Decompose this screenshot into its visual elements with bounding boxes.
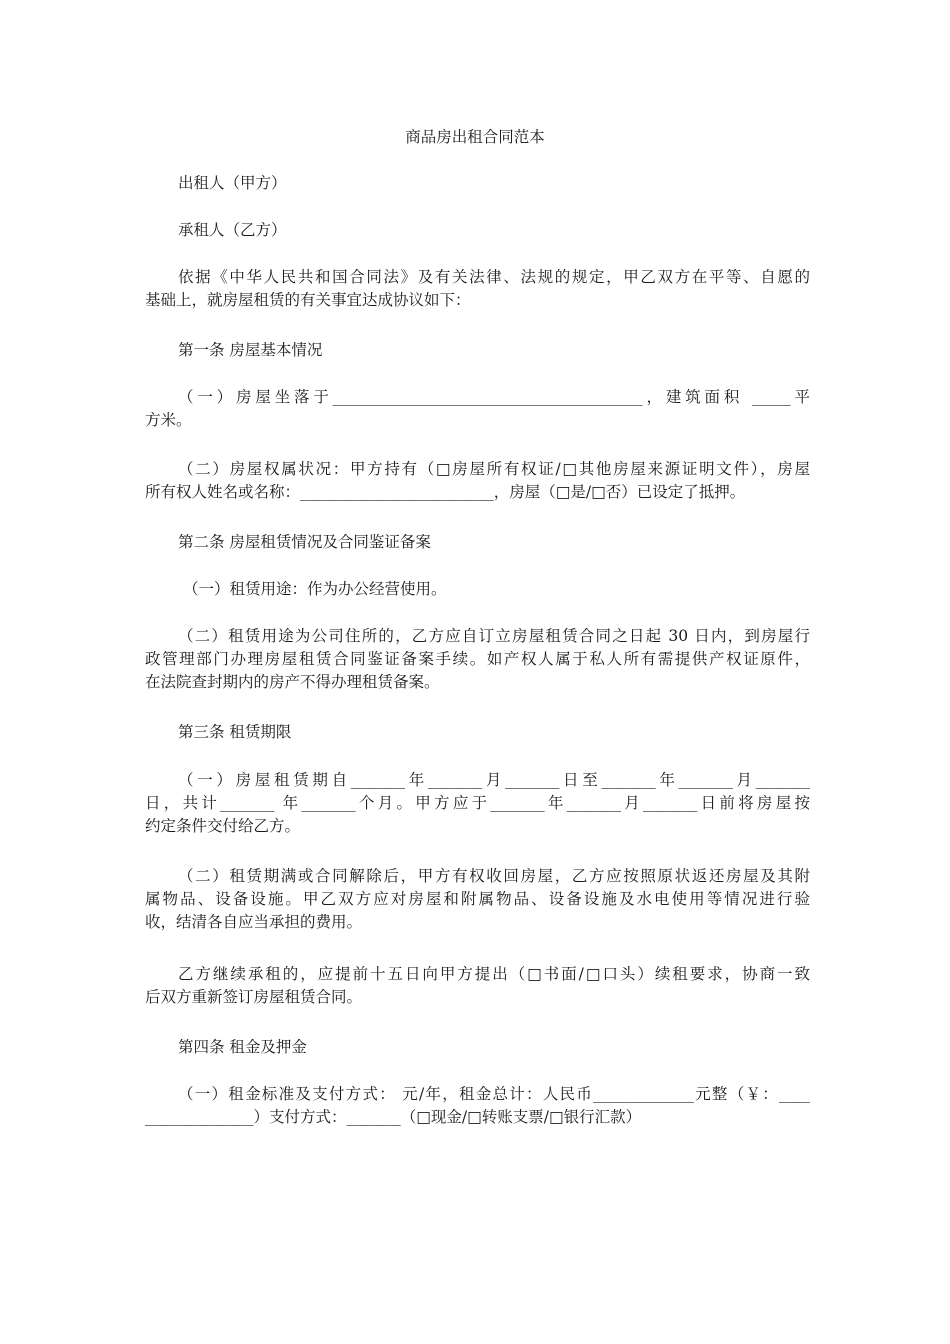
article4-item1-line-1: （一）租金标准及支付方式： 元/年，租金总计：人民币_____________元整（￥：____ [178,1085,810,1103]
lessor-line: 出租人（甲方） [178,174,287,192]
article1-item1-line-2: 方米。 [145,411,192,429]
preamble-line-2: 基础上，就房屋租赁的有关事宜达成协议如下： [145,291,471,309]
article4-item1-line-2: ______________）支付方式：_______（□现金/□转账支票/□银行汇款） [145,1108,642,1126]
article2-item2-paragraph [145,625,810,694]
preamble-paragraph [145,266,810,312]
article1-item2-paragraph [145,458,810,504]
article3-heading: 第三条 租赁期限 [178,723,292,741]
article3-item2-paragraph [145,865,810,934]
preamble-line-1: 依据《中华人民共和国合同法》及有关法律、法规的规定，甲乙双方在平等、自愿的 [178,268,810,286]
article3-renewal-line-2: 后双方重新签订房屋租赁合同。 [145,988,363,1006]
document-title: 商品房出租合同范本 [405,128,545,146]
article3-item2-line-3: 收，结清各自应当承担的费用。 [145,913,363,931]
article2-item2-line-2: 政管理部门办理房屋租赁合同鉴证备案手续。如产权人属于私人所有需提供产权证原件， [145,650,810,668]
article1-item1-paragraph [145,386,810,432]
article3-renewal-line-1: 乙方继续承租的，应提前十五日向甲方提出（□书面/□口头）续租要求，协商一致 [178,965,810,983]
article2-item2-line-3: 在法院查封期内的房产不得办理租赁备案。 [145,673,440,691]
article2-item2-line-1: （二）租赁用途为公司住所的，乙方应自订立房屋租赁合同之日起 30 日内，到房屋行 [178,627,810,645]
article4-heading: 第四条 租金及押金 [178,1038,307,1056]
article1-heading: 第一条 房屋基本情况 [178,341,323,359]
article3-renewal-paragraph [145,963,810,1009]
article1-item2-line-2: 所有权人姓名或名称：_________________________，房屋（□是/□否）已设定了抵押。 [145,483,746,501]
lessee-line: 承租人（乙方） [178,221,287,239]
article4-item1-paragraph [145,1083,810,1129]
article3-item1-line-1: （一）房屋租赁期自_______年_______月_______日至_______年_______月_______ [178,771,810,789]
article3-item2-line-2: 属物品、设备设施。甲乙双方应对房屋和附属物品、设备设施及水电使用等情况进行验 [145,890,810,908]
article2-heading: 第二条 房屋租赁情况及合同鉴证备案 [178,533,431,551]
article1-item1-line-1: （一）房屋坐落于________________________________________，建筑面积 _____平 [178,388,810,406]
article1-item2-line-1: （二）房屋权属状况：甲方持有（□房屋所有权证/□其他房屋来源证明文件），房屋 [178,460,810,478]
article3-item1-line-2: 日，共计_______ 年_______个月。甲方应于_______年_______月_______日前将房屋按 [145,794,810,812]
article3-item1-paragraph [145,769,810,838]
article2-item1: （一）租赁用途：作为办公经营使用。 [183,580,447,598]
article3-item2-line-1: （二）租赁期满或合同解除后，甲方有权收回房屋，乙方应按照原状返还房屋及其附 [178,867,810,885]
article3-item1-line-3: 约定条件交付给乙方。 [145,817,301,835]
